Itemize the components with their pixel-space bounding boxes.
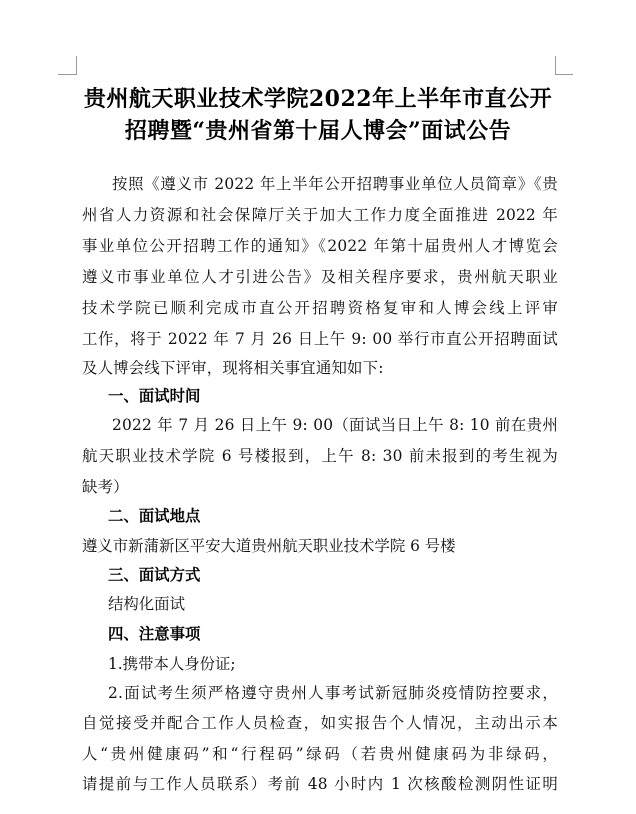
intro-line: 事业单位公开招聘工作的通知》《2022 年第十届贵州人才博览会 [82, 237, 558, 255]
section-heading-time: 一、面试时间 [108, 387, 201, 405]
intro-line: 按照《遵义市 2022 年上半年公开招聘事业单位人员简章》《贵 [112, 175, 558, 193]
note-item-2-line: 2.面试考生须严格遵守贵州人事考试新冠肺炎疫情防控要求， [108, 684, 558, 702]
intro-line: 州省人力资源和社会保障厅关于加大工作力度全面推进 2022 年 [82, 206, 558, 224]
document-title-line-1: 贵州航天职业技术学院2022年上半年市直公开 [83, 86, 553, 112]
crop-mark-top-right [555, 74, 573, 75]
intro-line: 及人博会线下评审，现将相关事宜通知如下: [82, 359, 384, 377]
note-item-2-line: 请提前与工作人员联系）考前 48 小时内 1 次核酸检测阴性证明 [82, 775, 558, 793]
section-heading-place: 二、面试地点 [108, 507, 201, 525]
intro-line: 工作，将于 2022 年 7 月 26 日上午 9: 00 举行市直公开招聘面试 [82, 330, 558, 348]
time-line: 2022 年 7 月 26 日上午 9: 00（面试当日上午 8: 10 前在贵州 [112, 416, 558, 434]
note-item-2-line: 人“贵州健康码”和“行程码”绿码（若贵州健康码为非绿码， [82, 745, 558, 763]
intro-line: 遵义市事业单位人才引进公告》及相关程序要求，贵州航天职业 [82, 268, 558, 286]
time-line: 缺考） [82, 478, 129, 496]
section-heading-method: 三、面试方式 [108, 566, 201, 584]
section-heading-notes: 四、注意事项 [108, 625, 201, 643]
method-text: 结构化面试 [108, 595, 185, 613]
place-text: 遵义市新蒲新区平安大道贵州航天职业技术学院 6 号楼 [82, 537, 456, 555]
note-item-2-line: 自觉接受并配合工作人员检查，如实报告个人情况，主动出示本 [82, 714, 558, 732]
document-title-line-2: 招聘暨“贵州省第十届人博会”面试公告 [124, 118, 512, 144]
crop-mark-top-left [76, 56, 77, 75]
crop-mark-top-right [555, 56, 556, 75]
note-item-1: 1.携带本人身份证; [108, 655, 236, 673]
time-line: 航天职业技术学院 6 号楼报到，上午 8: 30 前未报到的考生视为 [82, 447, 558, 465]
intro-line: 技术学院已顺利完成市直公开招聘资格复审和人博会线上评审 [82, 299, 558, 317]
crop-mark-top-left [58, 74, 76, 75]
